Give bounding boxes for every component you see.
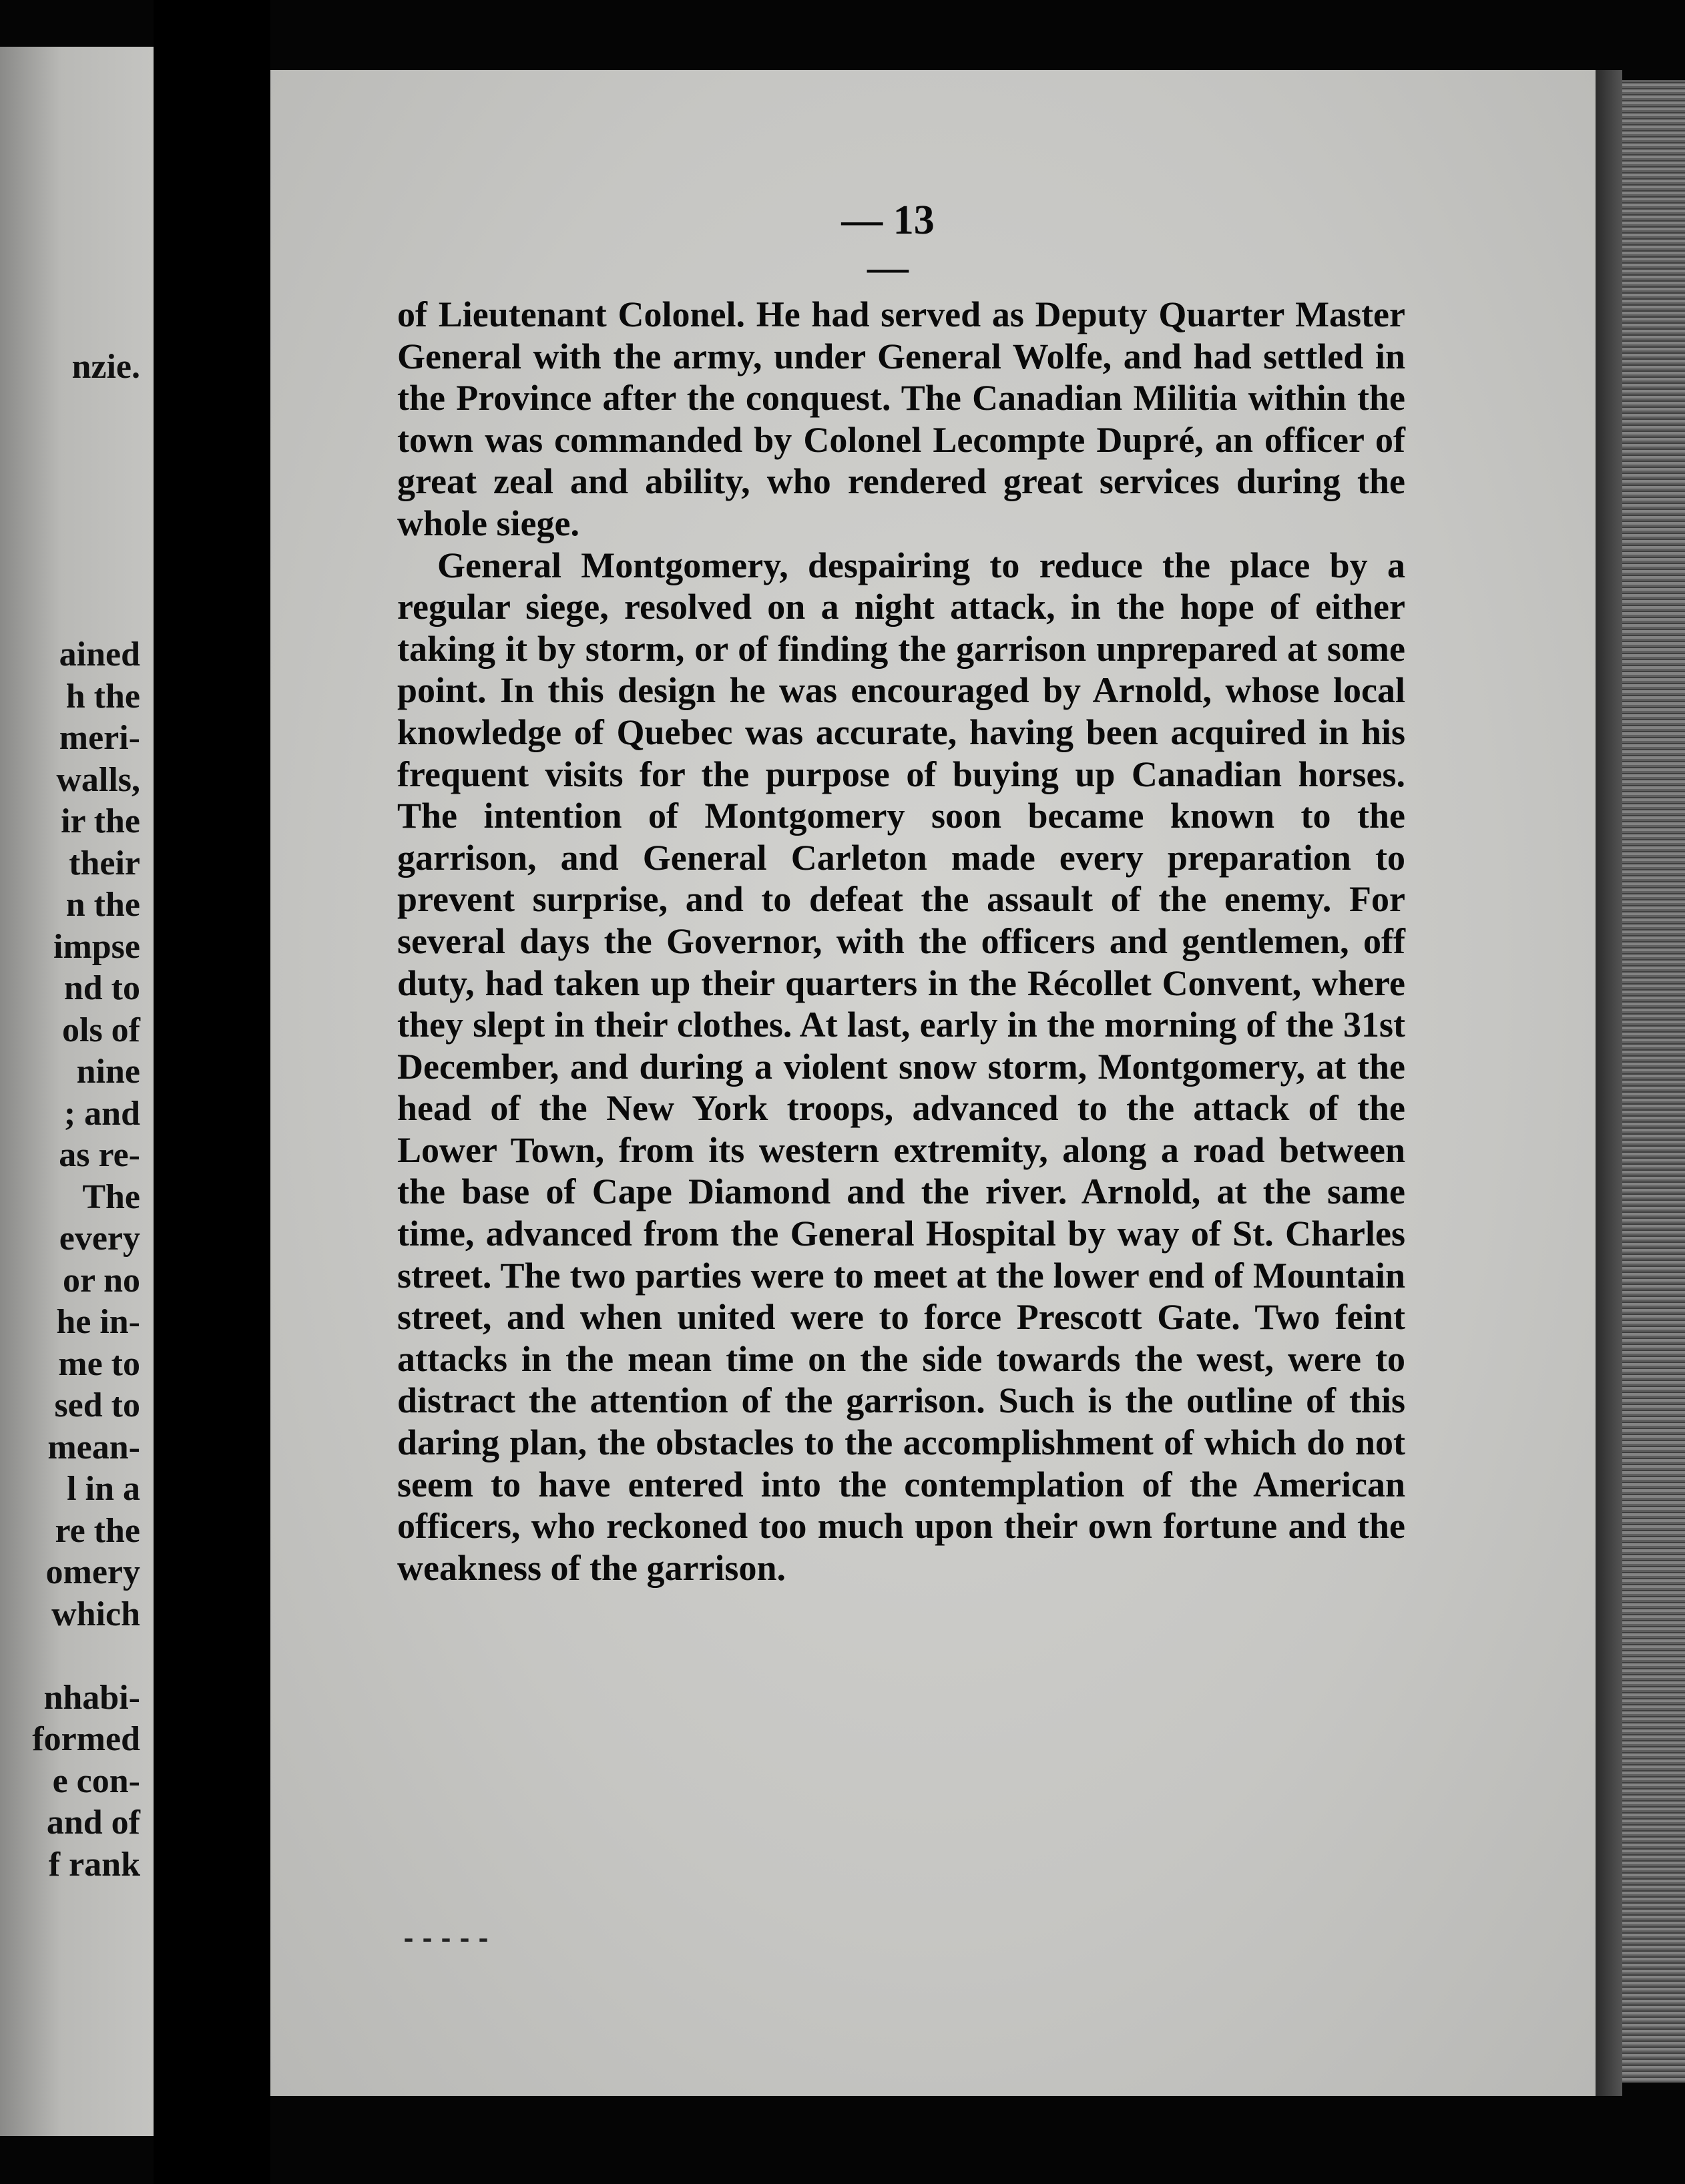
fragment-line: omery [45, 1553, 140, 1591]
fragment-line: mean- [47, 1428, 140, 1466]
fragment-line [0, 1635, 140, 1677]
fragment-line: walls, [56, 760, 140, 799]
facing-page-top-fragment: nzie. [71, 348, 140, 386]
fragment-line: f rank [48, 1845, 140, 1884]
fragment-line: nhabi- [43, 1678, 140, 1717]
fragment-line: ir the [61, 802, 140, 840]
paragraph: of Lieutenant Colonel. He had served as Deputy Quarter Master General with the army, under General Wolfe, and had settled in the Province after the conquest. The Canadian Militia within the town was commanded by Colonel Lecompte Dupré, an officer of great zeal and ability, who rendered great services during the whole siege. [397, 294, 1405, 543]
fragment-line: nine [76, 1053, 140, 1091]
fragment-line: he in- [56, 1303, 140, 1341]
fragment-line: nd to [63, 969, 140, 1007]
paragraph: General Montgomery, despairing to reduce the place by a regular siege, resolved on a night attack, in the hope of either taking it by storm, or of finding the garrison unprepared at some point. In this design he was encouraged by Arnold, whose local knowledge of Quebec was accurate, having been acquired in his frequent visits for the purpose of buying up Canadian horses. The intention of Montgomery soon became known to the garrison, and General Carleton made every preparation to prevent surprise, and to defeat the assault of the enemy. For several days the Governor, with the officers and gentlemen, off duty, had taken up their quarters in the Récollet Convent, where they slept in their clothes. At last, early in the morning of the 31st December, and during a violent snow storm, Montgomery, at the head of the New York troops, advanced to the attack of the Lower Town, from its western extremity, along a road between the base of Cape Diamond and the river. Arnold, at the same time, advanced from the General Hospital by way of St. Charles street. The two parties were to meet at the lower end of Mountain street, and when united were to force Prescott Gate. Two feint attacks in the mean time on the side towards the west, were to distract the attention of the garrison. Such is the outline of this daring plan, the obstacles to the accomplishment of which do not seem to have entered into the contemplation of the American officers, who reckoned too much upon their own fortune and the weakness of the garrison. [397, 545, 1405, 1588]
book-gutter [154, 0, 270, 2184]
facing-page-line-fragments [0, 634, 140, 1886]
facing-page-fragment [0, 47, 154, 2136]
fragment-line: which [51, 1595, 140, 1633]
fragment-line: or no [62, 1261, 140, 1300]
fragment-line: their [69, 844, 140, 882]
fragment-line: ; and [63, 1094, 140, 1133]
fragment-line: every [59, 1219, 140, 1258]
fragment-line: me to [58, 1344, 140, 1383]
fragment-line: impse [53, 927, 140, 966]
fragment-line: l in a [67, 1470, 140, 1508]
fragment-line: e con- [52, 1761, 140, 1800]
fragment-line: sed to [54, 1386, 140, 1424]
fragment-line: The [82, 1177, 140, 1216]
fragment-line: re the [55, 1511, 140, 1550]
fragment-line: meri- [59, 719, 140, 757]
fragment-line: n the [65, 886, 140, 924]
scan-border-noise [1622, 80, 1685, 2083]
page-number: — 13 — [841, 198, 935, 290]
fragment-line: ained [59, 635, 140, 673]
fragment-line: formed [32, 1720, 140, 1758]
page-edge [1596, 70, 1622, 2096]
fragment-line: as re- [59, 1136, 140, 1174]
fragment-line: h the [65, 677, 140, 716]
fragment-line: ols of [62, 1011, 140, 1049]
fragment-line: and of [46, 1804, 140, 1842]
footer-mark: ----- [401, 1926, 495, 1956]
body-text [397, 294, 1405, 1589]
